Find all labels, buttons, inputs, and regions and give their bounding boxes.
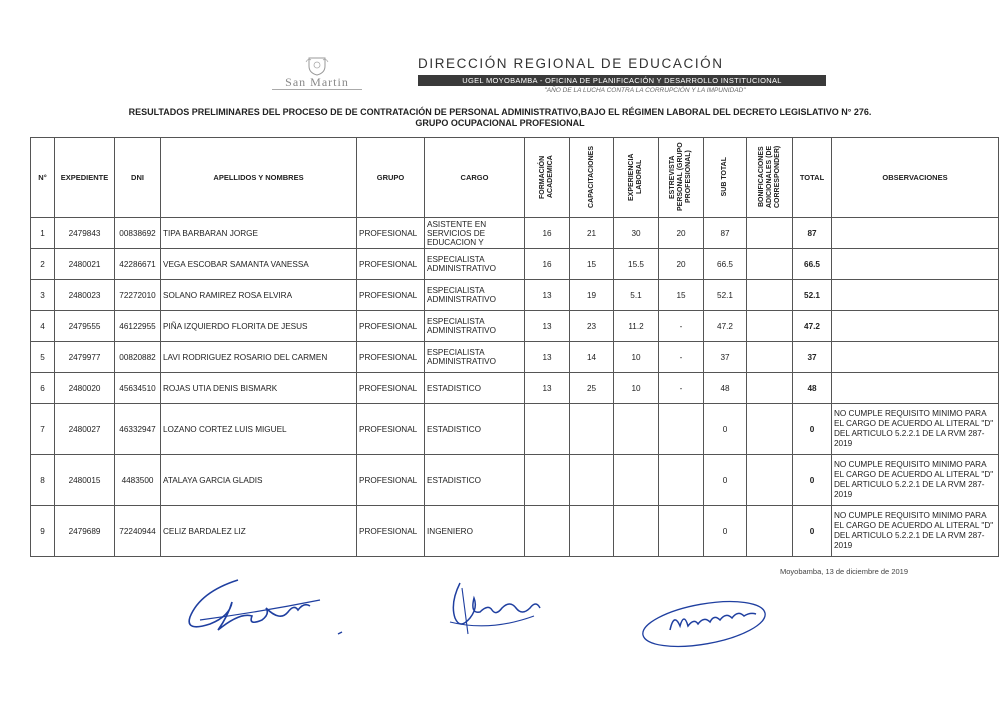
cell-entrevista: [659, 404, 704, 455]
cell-bonificaciones: [747, 311, 793, 342]
cell-grupo: PROFESIONAL: [357, 311, 425, 342]
header-dni: DNI: [115, 138, 161, 218]
table-row: [31, 342, 999, 373]
cell-capacitaciones: 25: [570, 373, 614, 404]
cell-capacitaciones: [570, 404, 614, 455]
cell-expediente: 2480023: [55, 280, 115, 311]
cell-observaciones: NO CUMPLE REQUISITO MINIMO PARA EL CARGO DE ACUERDO AL LITERAL "D" DEL ARTICULO 5.2.2.1 DE LA RVM 287-2019: [832, 404, 999, 455]
header-subtotal: SUB TOTAL: [704, 138, 747, 218]
cell-n: 5: [31, 342, 55, 373]
cell-formacion: 13: [525, 373, 570, 404]
header-n: N°: [31, 138, 55, 218]
cell-observaciones: [832, 280, 999, 311]
table-row: [31, 404, 999, 455]
cell-n: 6: [31, 373, 55, 404]
cell-observaciones: NO CUMPLE REQUISITO MINIMO PARA EL CARGO DE ACUERDO AL LITERAL "D" DEL ARTICULO 5.2.2.1 DE LA RVM 287-2019: [832, 455, 999, 506]
cell-bonificaciones: [747, 218, 793, 249]
cell-total: 48: [793, 373, 832, 404]
cell-formacion: [525, 404, 570, 455]
cell-nombres: TIPA BARBARAN JORGE: [161, 218, 357, 249]
cell-expediente: 2479843: [55, 218, 115, 249]
cell-n: 8: [31, 455, 55, 506]
cell-observaciones: [832, 249, 999, 280]
cell-experiencia: [614, 404, 659, 455]
signature-3: [640, 592, 780, 654]
cell-subtotal: 0: [704, 404, 747, 455]
cell-entrevista: 20: [659, 218, 704, 249]
cell-subtotal: 47.2: [704, 311, 747, 342]
cell-expediente: 2480020: [55, 373, 115, 404]
header-ugel-bar: UGEL MOYOBAMBA - OFICINA DE PLANIFICACIÓN Y DESARROLLO INSTITUCIONAL: [418, 75, 826, 86]
cell-formacion: 13: [525, 280, 570, 311]
header-entrevista: ESTREVISTA PERSONAL (GRUPO PROFESIONAL): [659, 138, 704, 218]
table-row: [31, 506, 999, 557]
table-row: [31, 455, 999, 506]
cell-dni: 72240944: [115, 506, 161, 557]
cell-bonificaciones: [747, 342, 793, 373]
cell-nombres: SOLANO RAMIREZ ROSA ELVIRA: [161, 280, 357, 311]
cell-subtotal: 87: [704, 218, 747, 249]
cell-capacitaciones: 15: [570, 249, 614, 280]
cell-cargo: ESTADISTICO: [425, 373, 525, 404]
cell-cargo: ESPECIALISTA ADMINISTRATIVO: [425, 342, 525, 373]
cell-cargo: ESPECIALISTA ADMINISTRATIVO: [425, 249, 525, 280]
cell-bonificaciones: [747, 249, 793, 280]
cell-subtotal: 48: [704, 373, 747, 404]
table-body: [31, 218, 999, 557]
cell-capacitaciones: [570, 455, 614, 506]
cell-experiencia: [614, 506, 659, 557]
cell-observaciones: NO CUMPLE REQUISITO MINIMO PARA EL CARGO DE ACUERDO AL LITERAL "D" DEL ARTICULO 5.2.2.1 DE LA RVM 287-2019: [832, 506, 999, 557]
signature-2: [430, 578, 550, 638]
cell-nombres: CELIZ BARDALEZ LIZ: [161, 506, 357, 557]
table-header-row: [31, 138, 999, 218]
cell-grupo: PROFESIONAL: [357, 342, 425, 373]
cell-total: 52.1: [793, 280, 832, 311]
cell-entrevista: [659, 506, 704, 557]
cell-total: 66.5: [793, 249, 832, 280]
title-line-1: RESULTADOS PRELIMINARES DEL PROCESO DE DE CONTRATACIÓN DE PERSONAL ADMINISTRATIVO,BAJO EL RÉGIMEN LABORAL DEL DECRETO LEGISLATIVO N° 276.: [128, 107, 872, 117]
cell-n: 2: [31, 249, 55, 280]
table-row: [31, 373, 999, 404]
cell-cargo: ESTADISTICO: [425, 404, 525, 455]
cell-bonificaciones: [747, 404, 793, 455]
cell-formacion: 16: [525, 249, 570, 280]
cell-expediente: 2479555: [55, 311, 115, 342]
cell-total: 47.2: [793, 311, 832, 342]
table-row: [31, 311, 999, 342]
cell-entrevista: 20: [659, 249, 704, 280]
cell-expediente: 2479977: [55, 342, 115, 373]
cell-bonificaciones: [747, 280, 793, 311]
cell-experiencia: 5.1: [614, 280, 659, 311]
cell-expediente: 2479689: [55, 506, 115, 557]
table-row: [31, 280, 999, 311]
cell-experiencia: 30: [614, 218, 659, 249]
cell-bonificaciones: [747, 506, 793, 557]
cell-experiencia: 15.5: [614, 249, 659, 280]
cell-expediente: 2480015: [55, 455, 115, 506]
cell-total: 0: [793, 455, 832, 506]
cell-cargo: ASISTENTE EN SERVICIOS DE EDUCACION Y: [425, 218, 525, 249]
cell-experiencia: [614, 455, 659, 506]
cell-n: 4: [31, 311, 55, 342]
cell-total: 87: [793, 218, 832, 249]
table-row: [31, 218, 999, 249]
cell-grupo: PROFESIONAL: [357, 249, 425, 280]
cell-experiencia: 10: [614, 342, 659, 373]
cell-nombres: ROJAS UTIA DENIS BISMARK: [161, 373, 357, 404]
cell-dni: 4483500: [115, 455, 161, 506]
header-bonificaciones: BONIFICACIONES ADICIONALES (DE CORRESPONDER): [747, 138, 793, 218]
header-observaciones: OBSERVACIONES: [832, 138, 999, 218]
cell-cargo: ESPECIALISTA ADMINISTRATIVO: [425, 280, 525, 311]
cell-observaciones: [832, 373, 999, 404]
cell-capacitaciones: 21: [570, 218, 614, 249]
cell-bonificaciones: [747, 455, 793, 506]
cell-grupo: PROFESIONAL: [357, 404, 425, 455]
header-direccion: DIRECCIÓN REGIONAL DE EDUCACIÓN: [418, 56, 724, 71]
cell-n: 1: [31, 218, 55, 249]
cell-subtotal: 52.1: [704, 280, 747, 311]
cell-dni: 42286671: [115, 249, 161, 280]
cell-cargo: ESPECIALISTA ADMINISTRATIVO: [425, 311, 525, 342]
cell-total: 0: [793, 506, 832, 557]
cell-observaciones: [832, 342, 999, 373]
header-nombres: APELLIDOS Y NOMBRES: [161, 138, 357, 218]
cell-expediente: 2480027: [55, 404, 115, 455]
cell-entrevista: 15: [659, 280, 704, 311]
cell-grupo: PROFESIONAL: [357, 455, 425, 506]
title-line-2: GRUPO OCUPACIONAL PROFESIONAL: [415, 118, 585, 128]
cell-capacitaciones: 14: [570, 342, 614, 373]
coat-of-arms-icon: [305, 56, 329, 76]
cell-nombres: PIÑA IZQUIERDO FLORITA DE JESUS: [161, 311, 357, 342]
cell-dni: 00838692: [115, 218, 161, 249]
cell-entrevista: -: [659, 342, 704, 373]
cell-entrevista: -: [659, 311, 704, 342]
cell-capacitaciones: 23: [570, 311, 614, 342]
cell-dni: 72272010: [115, 280, 161, 311]
cell-subtotal: 0: [704, 455, 747, 506]
cell-total: 37: [793, 342, 832, 373]
cell-cargo: INGENIERO: [425, 506, 525, 557]
cell-grupo: PROFESIONAL: [357, 373, 425, 404]
cell-formacion: 13: [525, 311, 570, 342]
cell-dni: 46332947: [115, 404, 161, 455]
cell-cargo: ESTADISTICO: [425, 455, 525, 506]
cell-observaciones: [832, 218, 999, 249]
cell-grupo: PROFESIONAL: [357, 218, 425, 249]
cell-subtotal: 66.5: [704, 249, 747, 280]
header-formacion: FORMACIÓN ACADEMICA: [525, 138, 570, 218]
region-logo: [262, 56, 372, 96]
cell-grupo: PROFESIONAL: [357, 506, 425, 557]
cell-experiencia: 10: [614, 373, 659, 404]
header-cargo: CARGO: [425, 138, 525, 218]
cell-subtotal: 0: [704, 506, 747, 557]
cell-capacitaciones: [570, 506, 614, 557]
logo-underline: [272, 89, 362, 94]
header-total: TOTAL: [793, 138, 832, 218]
header-expediente: EXPEDIENTE: [55, 138, 115, 218]
header-capacitaciones: CAPACITACIONES: [570, 138, 614, 218]
header-experiencia: EXPERIENCIA LABORAL: [614, 138, 659, 218]
cell-capacitaciones: 19: [570, 280, 614, 311]
cell-bonificaciones: [747, 373, 793, 404]
cell-n: 9: [31, 506, 55, 557]
cell-dni: 45634510: [115, 373, 161, 404]
cell-entrevista: -: [659, 373, 704, 404]
cell-n: 3: [31, 280, 55, 311]
cell-nombres: ATALAYA GARCIA GLADIS: [161, 455, 357, 506]
signature-1: [170, 572, 360, 642]
cell-grupo: PROFESIONAL: [357, 280, 425, 311]
cell-formacion: [525, 455, 570, 506]
cell-experiencia: 11.2: [614, 311, 659, 342]
header-grupo: GRUPO: [357, 138, 425, 218]
document-title: [0, 107, 1000, 129]
cell-nombres: VEGA ESCOBAR SAMANTA VANESSA: [161, 249, 357, 280]
cell-formacion: 13: [525, 342, 570, 373]
table-row: [31, 249, 999, 280]
cell-formacion: [525, 506, 570, 557]
cell-nombres: LOZANO CORTEZ LUIS MIGUEL: [161, 404, 357, 455]
cell-nombres: LAVI RODRIGUEZ ROSARIO DEL CARMEN: [161, 342, 357, 373]
cell-expediente: 2480021: [55, 249, 115, 280]
cell-n: 7: [31, 404, 55, 455]
cell-total: 0: [793, 404, 832, 455]
cell-dni: 00820882: [115, 342, 161, 373]
cell-formacion: 16: [525, 218, 570, 249]
cell-subtotal: 37: [704, 342, 747, 373]
cell-entrevista: [659, 455, 704, 506]
logo-text: San Martin: [285, 75, 349, 89]
document-date: Moyobamba, 13 de diciembre de 2019: [780, 567, 908, 576]
cell-dni: 46122955: [115, 311, 161, 342]
header-anio: "AÑO DE LA LUCHA CONTRA LA CORRUPCIÓN Y LA IMPUNIDAD": [544, 87, 746, 94]
cell-observaciones: [832, 311, 999, 342]
results-table: [30, 137, 999, 557]
